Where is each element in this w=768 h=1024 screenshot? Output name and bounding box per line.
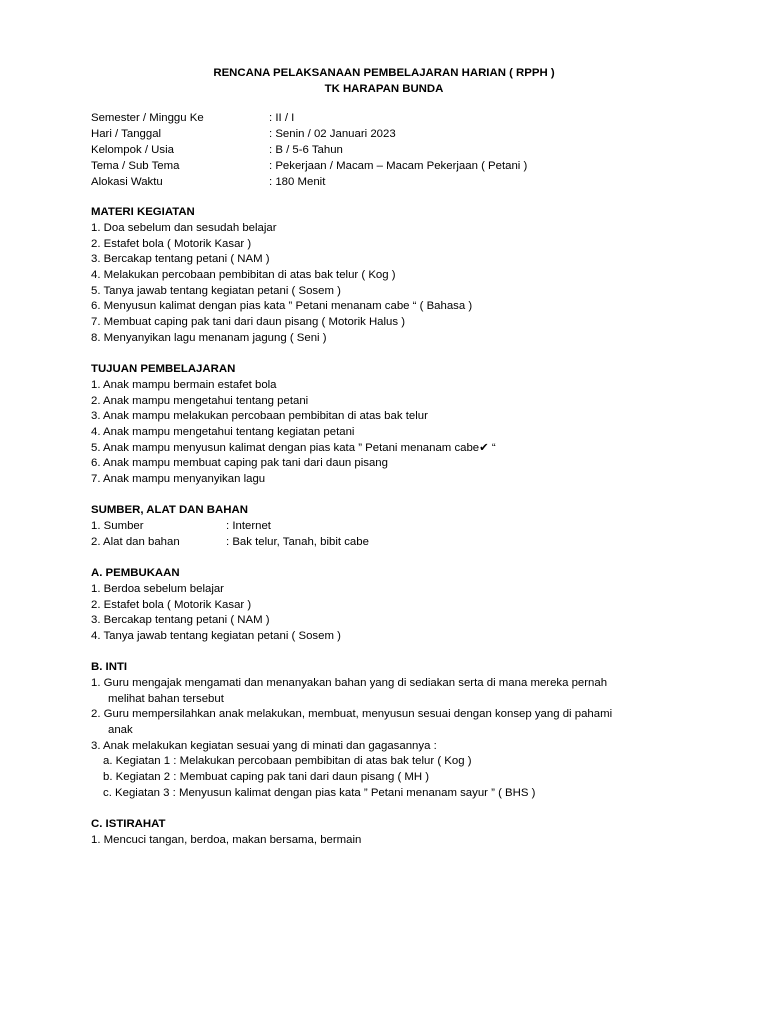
tujuan-item: 5. Anak mampu menyusun kalimat dengan pias kata ” Petani menanam cabe✔ “	[91, 442, 496, 454]
tujuan-item: 7. Anak mampu menyanyikan lagu	[91, 473, 266, 485]
inti-item-continuation: anak	[108, 724, 133, 736]
materi-item: 2. Estafet bola ( Motorik Kasar )	[91, 238, 252, 250]
info-row	[91, 126, 396, 142]
tujuan-item: 4. Anak mampu mengetahui tentang kegiatan petani	[91, 426, 355, 438]
inti-item-continuation: melihat bahan tersebut	[108, 693, 224, 705]
tujuan-item: 1. Anak mampu bermain estafet bola	[91, 379, 277, 391]
sumber-label: 1. Sumber	[91, 520, 144, 532]
materi-item: 5. Tanya jawab tentang kegiatan petani ( Sosem )	[91, 285, 341, 297]
materi-item: 4. Melakukan percobaan pembibitan di atas bak telur ( Kog )	[91, 269, 396, 281]
info-value: : 180 Menit	[269, 176, 326, 188]
materi-heading: MATERI KEGIATAN	[91, 206, 195, 218]
sumber-value: : Internet	[226, 520, 271, 532]
info-label: Tema / Sub Tema	[91, 160, 180, 172]
pembukaan-item: 3. Bercakap tentang petani ( NAM )	[91, 614, 270, 626]
info-label: Kelompok / Usia	[91, 144, 174, 156]
sumber-value: : Bak telur, Tanah, bibit cabe	[226, 536, 369, 548]
info-row	[91, 158, 528, 174]
info-row	[91, 142, 343, 158]
info-value: : Senin / 02 Januari 2023	[269, 128, 396, 140]
inti-item: 1. Guru mengajak mengamati dan menanyakan bahan yang di sediakan serta di mana mereka pernah	[91, 677, 608, 689]
inti-item: 3. Anak melakukan kegiatan sesuai yang di minati dan gagasannya :	[91, 740, 437, 752]
inti-item: 2. Guru mempersilahkan anak melakukan, membuat, menyusun sesuai dengan konsep yang di pahami	[91, 708, 613, 720]
pembukaan-item: 4. Tanya jawab tentang kegiatan petani ( Sosem )	[91, 630, 341, 642]
info-label: Alokasi Waktu	[91, 176, 163, 188]
info-row	[91, 110, 295, 126]
inti-subitem: b. Kegiatan 2 : Membuat caping pak tani dari daun pisang ( MH )	[103, 771, 430, 783]
sumber-heading: SUMBER, ALAT DAN BAHAN	[91, 504, 248, 516]
info-value: : Pekerjaan / Macam – Macam Pekerjaan ( Petani )	[269, 160, 528, 172]
sumber-label: 2. Alat dan bahan	[91, 536, 180, 548]
tujuan-item: 3. Anak mampu melakukan percobaan pembibitan di atas bak telur	[91, 410, 428, 422]
info-label: Semester / Minggu Ke	[91, 112, 204, 124]
inti-subitem: a. Kegiatan 1 : Melakukan percobaan pembibitan di atas bak telur ( Kog )	[103, 755, 472, 767]
inti-heading: B. INTI	[91, 661, 128, 673]
pembukaan-item: 1. Berdoa sebelum belajar	[91, 583, 224, 595]
pembukaan-item: 2. Estafet bola ( Motorik Kasar )	[91, 599, 252, 611]
school-name: TK HARAPAN BUNDA	[324, 83, 444, 95]
materi-item: 1. Doa sebelum dan sesudah belajar	[91, 222, 277, 234]
tujuan-item: 2. Anak mampu mengetahui tentang petani	[91, 395, 309, 407]
sumber-row	[91, 534, 369, 550]
info-value: : II / I	[269, 112, 295, 124]
info-value: : B / 5-6 Tahun	[269, 144, 343, 156]
materi-item: 3. Bercakap tentang petani ( NAM )	[91, 253, 270, 265]
inti-subitem: c. Kegiatan 3 : Menyusun kalimat dengan pias kata ” Petani menanam sayur ” ( BHS )	[103, 787, 536, 799]
tujuan-item: 6. Anak mampu membuat caping pak tani dari daun pisang	[91, 457, 388, 469]
istirahat-item: 1. Mencuci tangan, berdoa, makan bersama, bermain	[91, 834, 362, 846]
istirahat-heading: C. ISTIRAHAT	[91, 818, 166, 830]
tujuan-heading: TUJUAN PEMBELAJARAN	[91, 363, 236, 375]
sumber-row	[91, 518, 271, 534]
pembukaan-heading: A. PEMBUKAAN	[91, 567, 180, 579]
materi-item: 6. Menyusun kalimat dengan pias kata ” Petani menanam cabe “ ( Bahasa )	[91, 300, 473, 312]
materi-item: 8. Menyanyikan lagu menanam jagung ( Seni )	[91, 332, 327, 344]
document-title: RENCANA PELAKSANAAN PEMBELAJARAN HARIAN ( RPPH )	[213, 67, 555, 79]
info-row	[91, 174, 326, 190]
info-label: Hari / Tanggal	[91, 128, 162, 140]
materi-item: 7. Membuat caping pak tani dari daun pisang ( Motorik Halus )	[91, 316, 406, 328]
